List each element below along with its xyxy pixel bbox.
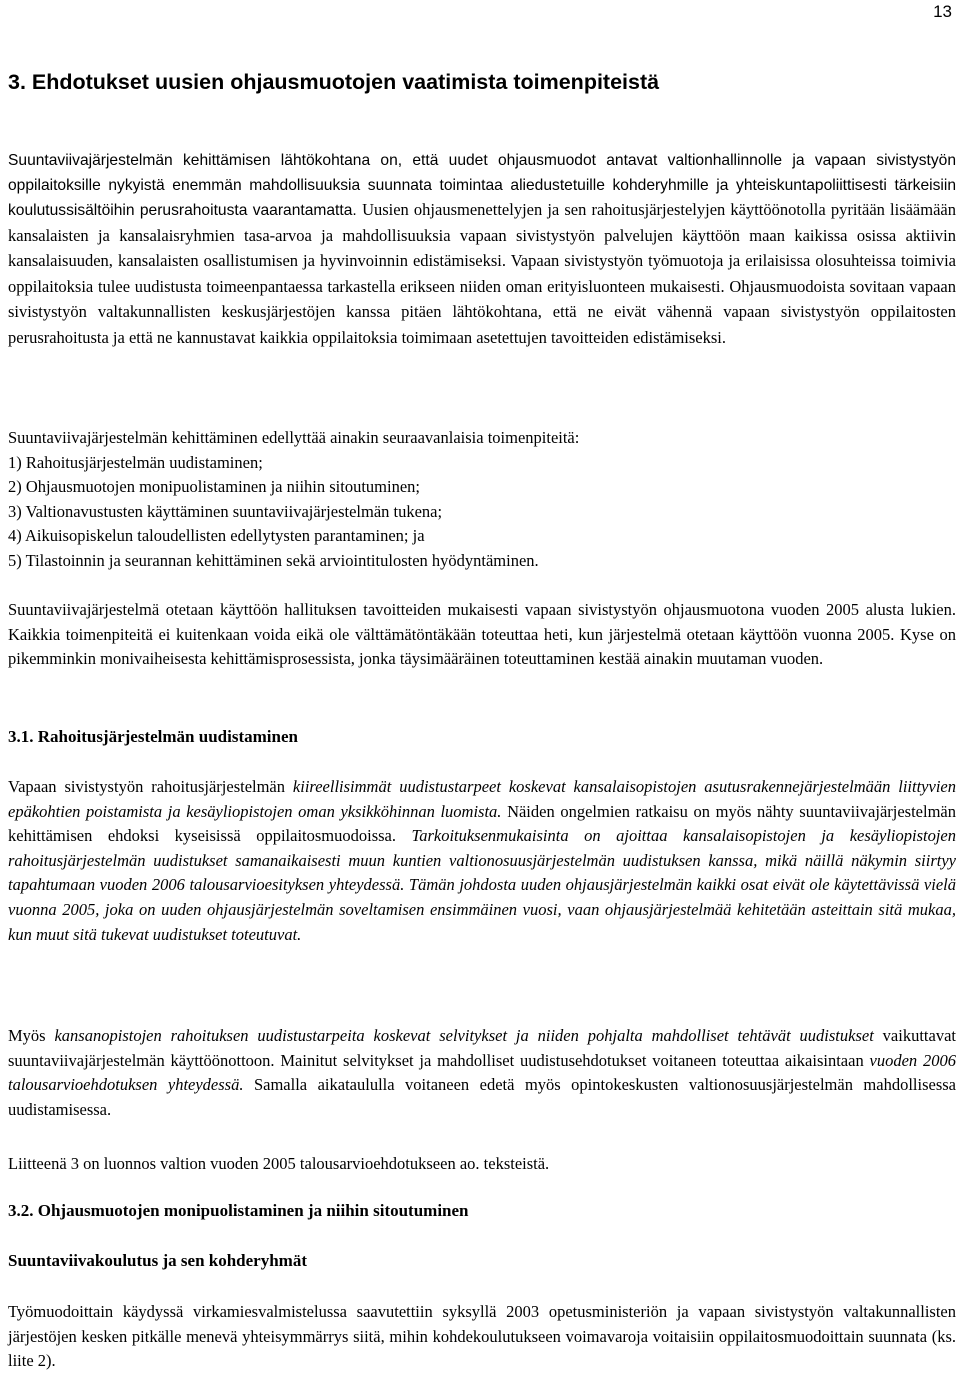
section-3-1-paragraph-2 [8,1024,956,1122]
section-3-1-paragraph-1 [8,775,956,947]
section-heading-3-1: 3.1. Rahoitusjärjestelmän uudistaminen [8,727,298,746]
list-item: 1) Rahoitusjärjestelmän uudistaminen; [8,452,263,472]
intro-paragraph [8,149,956,351]
section-heading-3-2: 3.2. Ohjausmuotojen monipuolistaminen ja niihin sitoutuminen [8,1201,469,1220]
list-item: 3) Valtionavustusten käyttäminen suuntaviivajärjestelmän tukena; [8,501,443,521]
text-run: Myös [8,1026,55,1045]
intro-sans-text: Suuntaviivajärjestelmän kehittämisen lähtökohtana on, että uudet ohjausmuodot antavat valtionhallinnolle ja vapaan sivistystyön oppilaitoksille nykyistä enemmän mahdollisuuksia suunnata toimintaa aliedustetuille kohderyhmille ja yhteiskuntapoliittisesti tärkeisiin koulutussisältöihin perusrahoitusta vaarantamatta. [8,152,956,219]
page-number: 13 [933,2,952,21]
italic-run: Tarkoituksenmukaisinta on ajoittaa kansalaisopistojen ja kesäyliopistojen rahoitusjärjestelmän uudistukset samanaikaisesti muun kuntien valtionosuusjärjestelmän uudistuksen kanssa, mikä näillä näkymin siirtyy tapahtumaan vuoden 2006 talousarvioesityksen yhteydessä. Tämän johdosta uuden ohjausjärjestelmän kaikki osat eivät ole käytettävissä vielä vuonna 2005, joka on uuden ohjausjärjestelmän soveltamisen ensimmäinen vuosi, vaan ohjausjärjestelmää kehitetään asteittain sitä mukaa, kun muut sitä tukevat uudistukset toteutuvat. [8,826,957,944]
measures-list [8,426,956,573]
italic-run: kiireellisimmät uudistustarpeet koskevat kansalaisopistojen asutusrakennejärjestelmään liittyvien epäkohtien poistamista ja kesäyliopistojen oman yksikköhinnan luomista. [8,777,956,821]
text-run: Samalla aikataululla voitaneen edetä myös opintokeskusten valtionosuusjärjestelmän mahdollisessa uudistamisessa. [8,1075,956,1119]
adoption-paragraph: Suuntaviivajärjestelmä otetaan käyttöön hallituksen tavoitteiden mukaisesti vapaan sivistystyön ohjausmuotona vuoden 2005 alusta lukien. Kaikkia toimenpiteitä ei kuitenkaan voida eikä ole välttämätöntäkään toteuttaa heti, kun järjestelmä otetaan käyttöön vuonna 2005. Kyse on pikemminkin monivaiheisesta kehittämisprosessista, jonka täysimääräinen toteuttaminen kestää ainakin muutaman vuoden. [8,600,956,669]
subheading: Suuntaviivakoulutus ja sen kohderyhmät [8,1251,308,1270]
text-run: Vapaan sivistystyön rahoitusjärjestelmän [8,777,293,796]
text-run: Näiden ongelmien ratkaisu on myös nähty suuntaviivajärjestelmän kehittämisen ehdoksi kyseisissä oppilaitosmuodoissa. [8,801,956,846]
text-run: vaikuttavat suuntaviivajärjestelmän käyttöönottoon. Mainitut selvitykset ja mahdolliset uudistusehdotukset voitaneen toteuttaa aikaisintaan [8,1026,956,1070]
italic-run: kansanopistojen rahoituksen uudistustarpeita koskevat selvitykset ja niiden pohjalta mahdolliset tehtävät uudistukset [54,1026,874,1045]
list-item: 5) Tilastoinnin ja seurannan kehittäminen sekä arviointitulosten hyödyntäminen. [8,550,539,570]
list-item: 2) Ohjausmuotojen monipuolistaminen ja niihin sitoutuminen; [8,477,421,496]
list-item: 4) Aikuisopiskelun taloudellisten edellytysten parantaminen; ja [8,526,425,545]
measures-intro: Suuntaviivajärjestelmän kehittäminen edellyttää ainakin seuraavanlaisia toimenpiteitä: [8,428,580,447]
italic-run: vuoden 2006 talousarvioehdotuksen yhteydessä. [8,1050,956,1095]
section-3-2-paragraph-1: Työmuodoittain käydyssä virkamiesvalmistelussa saavutettiin syksyllä 2003 opetusministeriön ja vapaan sivistystyön valtakunnallisten järjestöjen kesken pitkälle menevä yhteisymmärrys siitä, mihin kohdekoulutukseen voimavaroja voitaisiin oppilaitosmuodoittain suunnata (ks. liite 2). [8,1302,956,1371]
section-3-1-paragraph-3: Liitteenä 3 on luonnos valtion vuoden 2005 talousarvioehdotukseen ao. teksteistä. [8,1154,550,1173]
chapter-title: 3. Ehdotukset uusien ohjausmuotojen vaatimista toimenpiteistä [8,70,660,94]
intro-serif-text: Uusien ohjausmenettelyjen ja sen rahoitusjärjestelyjen käyttöönotolla pyritään lisäämään kansalaisten ja kansalaisryhmien tasa-arvoa ja mahdollisuuksia vapaan sivistystyön palvelujen käyttöön maan kaikissa osissa aktiivin kansalaisuuden, kansalaisten osallistumisen ja hyvinvoinnin edistämiseksi. Vapaan sivistystyön työmuotoja ja erilaisissa olosuhteissa toimivia oppilaitoksia tulee uudistusta toimeenpantaessa tarkastella erikseen niiden oman erityisluonteen mukaisesti. Ohjausmuodoista sovitaan vapaan sivistystyön valtakunnallisten keskusjärjestöjen kanssa pitäen lähtökohtana, että ne eivät vähennä vapaan sivistystyön oppilaitosten perusrahoitusta ja että ne kannustavat kaikkia oppilaitoksia toimimaan asetettujen tavoitteiden edistämiseksi. [8,200,956,347]
